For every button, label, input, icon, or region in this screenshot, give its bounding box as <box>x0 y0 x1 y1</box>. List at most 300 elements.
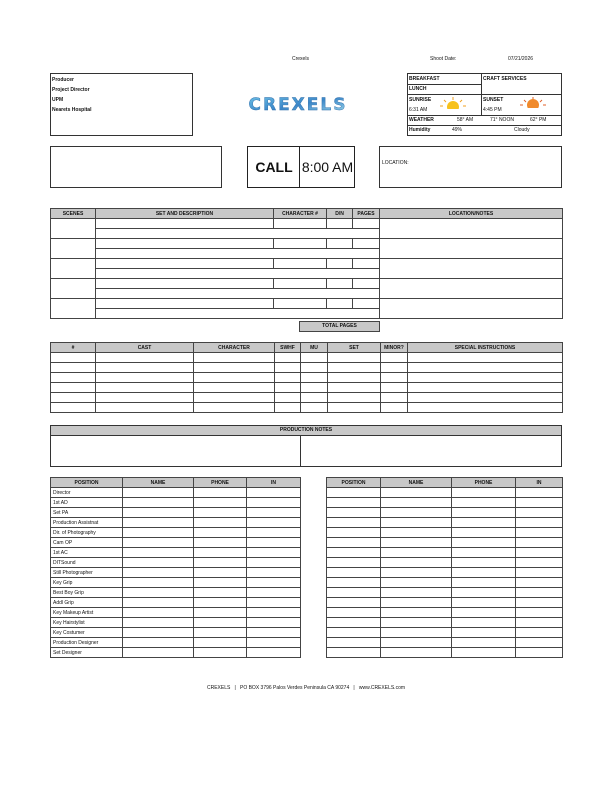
sunrise-icon <box>438 96 468 117</box>
crew-cell[interactable] <box>247 498 301 508</box>
cast-row <box>51 393 563 403</box>
crew-cell[interactable] <box>327 568 381 578</box>
scene-notes-cell[interactable] <box>380 299 563 319</box>
crew-cell[interactable] <box>194 628 247 638</box>
crew-cell[interactable] <box>327 598 381 608</box>
cast-cell[interactable] <box>275 383 301 393</box>
scenes-header-scenes: SCENES <box>51 209 96 219</box>
crew-cell[interactable] <box>452 588 516 598</box>
weather-label: WEATHER <box>409 117 434 123</box>
crew-cell[interactable] <box>381 608 452 618</box>
crew-row <box>327 498 563 508</box>
cast-header-set: SET <box>328 343 381 353</box>
crew-cell[interactable] <box>194 498 247 508</box>
crew-cell[interactable] <box>516 588 563 598</box>
crew-cell[interactable] <box>247 598 301 608</box>
scene-cell[interactable] <box>51 299 96 319</box>
info-producer: Producer <box>52 77 74 83</box>
crew-cell[interactable] <box>247 608 301 618</box>
crew-cell[interactable] <box>247 538 301 548</box>
cast-row <box>51 373 563 383</box>
cast-cell[interactable] <box>194 403 275 413</box>
crew-cell[interactable] <box>516 638 563 648</box>
crew-row <box>327 538 563 548</box>
lunch-label: LUNCH <box>409 86 427 92</box>
crew-row <box>51 548 301 558</box>
cast-cell[interactable] <box>381 403 408 413</box>
crew-cell[interactable] <box>452 598 516 608</box>
humidity-value: 49% <box>452 127 463 133</box>
crew-row <box>51 588 301 598</box>
cast-cell[interactable] <box>51 373 96 383</box>
cast-cell[interactable] <box>381 383 408 393</box>
crew-cell[interactable] <box>194 568 247 578</box>
crew-position: 1st AC <box>51 548 123 558</box>
crew-cell[interactable] <box>327 488 381 498</box>
crew-cell[interactable] <box>516 558 563 568</box>
cast-cell[interactable] <box>51 383 96 393</box>
crew-position: Director <box>51 488 123 498</box>
crew-position: Cam OP <box>51 538 123 548</box>
crew-cell[interactable] <box>194 558 247 568</box>
cast-header-special-instructions: SPECIAL INSTRUCTIONS <box>408 343 563 353</box>
cast-cell[interactable] <box>301 383 328 393</box>
crew-position: 1st AD <box>51 498 123 508</box>
crew-cell[interactable] <box>123 558 194 568</box>
cast-cell[interactable] <box>408 373 563 383</box>
crew-row <box>51 618 301 628</box>
crew-header-in: IN <box>247 478 301 488</box>
cast-header-number: # <box>51 343 96 353</box>
info-upm: UPM <box>52 97 64 103</box>
cast-cell[interactable] <box>51 353 96 363</box>
crew-cell[interactable] <box>381 598 452 608</box>
cast-cell[interactable] <box>194 353 275 363</box>
crew-cell[interactable] <box>327 548 381 558</box>
crew-cell[interactable] <box>516 578 563 588</box>
crew-position: Dir. of Photography <box>51 528 123 538</box>
crew-position: Key Grip <box>51 578 123 588</box>
crew-row <box>327 598 563 608</box>
crew-cell[interactable] <box>381 648 452 658</box>
crew-cell[interactable] <box>247 578 301 588</box>
crew-cell[interactable] <box>123 648 194 658</box>
crew-cell[interactable] <box>194 648 247 658</box>
cast-row <box>51 363 563 373</box>
crew-cell[interactable] <box>516 498 563 508</box>
crew-row <box>51 598 301 608</box>
crew-cell[interactable] <box>194 638 247 648</box>
scene-notes-cell[interactable] <box>380 239 563 259</box>
crew-cell[interactable] <box>516 548 563 558</box>
crew-cell[interactable] <box>452 548 516 558</box>
crew-cell[interactable] <box>381 558 452 568</box>
company-name: Crexels <box>292 56 309 62</box>
cast-cell[interactable] <box>275 353 301 363</box>
crew-cell[interactable] <box>381 498 452 508</box>
crew-cell[interactable] <box>123 538 194 548</box>
crew-cell[interactable] <box>123 638 194 648</box>
crew-cell[interactable] <box>381 578 452 588</box>
cast-cell[interactable] <box>51 393 96 403</box>
cast-cell[interactable] <box>96 383 194 393</box>
cast-cell[interactable] <box>96 373 194 383</box>
cast-cell[interactable] <box>301 373 328 383</box>
crew-position: Key Makeup Artist <box>51 608 123 618</box>
shoot-date-label: Shoot Date: <box>430 56 457 62</box>
shoot-date-value: 07/21/2026 <box>508 56 534 62</box>
scene-notes-cell[interactable] <box>380 279 563 299</box>
crew-cell[interactable] <box>452 498 516 508</box>
scene-notes-cell[interactable] <box>380 259 563 279</box>
crew-cell[interactable] <box>247 528 301 538</box>
crew-cell[interactable] <box>516 508 563 518</box>
crew-row <box>327 648 563 658</box>
crew-cell[interactable] <box>327 528 381 538</box>
crew-cell[interactable] <box>452 568 516 578</box>
sunset-icon <box>518 96 548 117</box>
crew-row <box>327 628 563 638</box>
cast-row <box>51 383 563 393</box>
crew-cell[interactable] <box>247 588 301 598</box>
sunset-time: 4:45 PM <box>483 107 502 113</box>
crew-cell[interactable] <box>452 608 516 618</box>
crew-cell[interactable] <box>327 608 381 618</box>
crew-position: Still Photographer <box>51 568 123 578</box>
crew-cell[interactable] <box>327 518 381 528</box>
weather-pm: 62° PM <box>530 117 547 123</box>
crew-cell[interactable] <box>247 618 301 628</box>
cast-cell[interactable] <box>381 363 408 373</box>
cast-cell[interactable] <box>96 353 194 363</box>
crew-cell[interactable] <box>327 648 381 658</box>
crew-row <box>327 488 563 498</box>
humidity-label: Humidity <box>409 127 431 133</box>
crew-cell[interactable] <box>123 578 194 588</box>
sunset-label: SUNSET <box>483 97 504 103</box>
total-pages-label: TOTAL PAGES <box>299 321 380 332</box>
crew-position: Production Designer <box>51 638 123 648</box>
cast-cell[interactable] <box>194 373 275 383</box>
crew-cell[interactable] <box>123 508 194 518</box>
crew-right-header-position: POSITION <box>327 478 381 488</box>
cast-cell[interactable] <box>51 363 96 373</box>
scenes-header-set: SET AND DESCRIPTION <box>96 209 274 219</box>
footer <box>0 686 612 691</box>
crew-cell[interactable] <box>381 548 452 558</box>
crew-row <box>51 568 301 578</box>
crew-cell[interactable] <box>194 548 247 558</box>
crew-cell[interactable] <box>247 638 301 648</box>
crew-cell[interactable] <box>247 568 301 578</box>
crew-cell[interactable] <box>247 508 301 518</box>
company-logo <box>244 95 352 113</box>
crew-row <box>51 628 301 638</box>
crew-row <box>327 568 563 578</box>
crew-cell[interactable] <box>452 488 516 498</box>
crew-cell[interactable] <box>381 618 452 628</box>
svg-text:CREXELS: CREXELS <box>248 95 348 113</box>
crew-cell[interactable] <box>381 588 452 598</box>
crew-row <box>51 498 301 508</box>
cast-cell[interactable] <box>96 363 194 373</box>
crew-cell[interactable] <box>194 598 247 608</box>
crew-right-header-phone: PHONE <box>452 478 516 488</box>
crew-right-header-name: NAME <box>381 478 452 488</box>
crew-cell[interactable] <box>327 558 381 568</box>
crew-cell[interactable] <box>123 608 194 618</box>
crew-cell[interactable] <box>452 528 516 538</box>
footer-company: CREXELS <box>206 685 231 691</box>
cast-cell[interactable] <box>328 403 381 413</box>
footer-website[interactable]: www.CREXELS.com <box>358 685 406 691</box>
crew-row <box>327 528 563 538</box>
weather-am: 58° AM <box>457 117 474 123</box>
crew-cell[interactable] <box>327 538 381 548</box>
cast-cell[interactable] <box>194 383 275 393</box>
cast-cell[interactable] <box>301 353 328 363</box>
cast-header-cast: CAST <box>96 343 194 353</box>
crew-cell[interactable] <box>516 528 563 538</box>
scenes-table <box>50 208 563 319</box>
cast-cell[interactable] <box>194 363 275 373</box>
scene-cell[interactable] <box>51 259 96 279</box>
crew-row <box>327 548 563 558</box>
crew-cell[interactable] <box>194 518 247 528</box>
crew-row <box>327 588 563 598</box>
crew-cell[interactable] <box>327 638 381 648</box>
cast-cell[interactable] <box>328 373 381 383</box>
weather-noon: 71° NOON <box>490 117 514 123</box>
crew-cell[interactable] <box>247 558 301 568</box>
cast-cell[interactable] <box>408 403 563 413</box>
crew-cell[interactable] <box>381 638 452 648</box>
crew-cell[interactable] <box>194 618 247 628</box>
crew-row <box>327 618 563 628</box>
notes-box-left <box>50 146 222 188</box>
cast-header-minor: MINOR? <box>381 343 408 353</box>
production-notes-title: PRODUCTION NOTES <box>50 425 562 436</box>
footer-separator: | <box>353 685 355 691</box>
crew-position: Addl Grip <box>51 598 123 608</box>
crew-cell[interactable] <box>327 588 381 598</box>
crew-position: Set PA <box>51 508 123 518</box>
crew-position: Key Hairstylist <box>51 618 123 628</box>
cast-cell[interactable] <box>328 393 381 403</box>
cast-cell[interactable] <box>408 383 563 393</box>
crew-position: Set Designer <box>51 648 123 658</box>
crew-cell[interactable] <box>123 568 194 578</box>
crew-cell[interactable] <box>194 578 247 588</box>
crew-cell[interactable] <box>516 598 563 608</box>
crew-position: Key Costumer <box>51 628 123 638</box>
crew-cell[interactable] <box>452 518 516 528</box>
crew-table-right <box>326 477 563 658</box>
cast-cell[interactable] <box>328 383 381 393</box>
crew-cell[interactable] <box>516 628 563 638</box>
cast-cell[interactable] <box>301 393 328 403</box>
crew-header-phone: PHONE <box>194 478 247 488</box>
cast-cell[interactable] <box>96 393 194 403</box>
crew-cell[interactable] <box>123 498 194 508</box>
crew-position: Best Boy Grip <box>51 588 123 598</box>
scenes-header-location-notes: LOCATION/NOTES <box>380 209 563 219</box>
crew-cell[interactable] <box>452 578 516 588</box>
scene-cell[interactable] <box>51 279 96 299</box>
cast-cell[interactable] <box>381 353 408 363</box>
crew-header-name: NAME <box>123 478 194 488</box>
crew-cell[interactable] <box>123 588 194 598</box>
crew-cell[interactable] <box>247 548 301 558</box>
crew-cell[interactable] <box>194 528 247 538</box>
crew-cell[interactable] <box>247 628 301 638</box>
location-label: LOCATION: <box>382 160 409 166</box>
scene-cell[interactable] <box>51 239 96 259</box>
crew-row <box>327 508 563 518</box>
crew-cell[interactable] <box>327 618 381 628</box>
crew-cell[interactable] <box>381 508 452 518</box>
scenes-header-character: CHARACTER # <box>274 209 327 219</box>
crew-cell[interactable] <box>123 598 194 608</box>
crew-cell[interactable] <box>327 498 381 508</box>
crew-row <box>51 538 301 548</box>
call-time: 8:00 AM <box>301 159 354 175</box>
cast-cell[interactable] <box>301 363 328 373</box>
cast-header-swhf: SWHF <box>275 343 301 353</box>
crew-row <box>51 518 301 528</box>
cast-cell[interactable] <box>408 363 563 373</box>
scenes-header-pages: PAGES <box>353 209 380 219</box>
cast-cell[interactable] <box>381 373 408 383</box>
production-notes-right[interactable] <box>301 436 562 467</box>
crew-row <box>327 638 563 648</box>
crew-cell[interactable] <box>194 608 247 618</box>
crew-cell[interactable] <box>194 508 247 518</box>
crew-row <box>327 518 563 528</box>
weather-condition: Cloudy <box>514 127 530 133</box>
cast-cell[interactable] <box>381 393 408 403</box>
location-box <box>379 146 562 188</box>
cast-cell[interactable] <box>408 393 563 403</box>
crew-cell[interactable] <box>327 628 381 638</box>
crew-cell[interactable] <box>516 488 563 498</box>
crew-row <box>51 488 301 498</box>
crew-cell[interactable] <box>123 628 194 638</box>
crew-cell[interactable] <box>194 538 247 548</box>
crew-cell[interactable] <box>516 648 563 658</box>
breakfast-label: BREAKFAST <box>409 76 440 82</box>
crew-cell[interactable] <box>516 538 563 548</box>
cast-header-character: CHARACTER <box>194 343 275 353</box>
crew-cell[interactable] <box>123 518 194 528</box>
crew-row <box>51 638 301 648</box>
crew-cell[interactable] <box>381 488 452 498</box>
cast-cell[interactable] <box>194 393 275 403</box>
crew-cell[interactable] <box>516 608 563 618</box>
sunrise-time: 6:31 AM <box>409 107 428 113</box>
crew-row <box>327 608 563 618</box>
cast-cell[interactable] <box>275 373 301 383</box>
crew-cell[interactable] <box>123 618 194 628</box>
scenes-header-dn: D/N <box>327 209 353 219</box>
crew-header-position: POSITION <box>51 478 123 488</box>
crew-cell[interactable] <box>123 548 194 558</box>
footer-address: PO BOX 3796 Palos Verdes Peninsula CA 90274 <box>239 685 350 691</box>
crew-cell[interactable] <box>123 528 194 538</box>
cast-cell[interactable] <box>51 403 96 413</box>
cast-cell[interactable] <box>275 363 301 373</box>
crew-cell[interactable] <box>327 578 381 588</box>
cast-cell[interactable] <box>96 403 194 413</box>
crew-table-left <box>50 477 301 658</box>
info-location-name: Nearets Hospital <box>52 107 92 113</box>
crew-row <box>51 558 301 568</box>
scene-notes-cell[interactable] <box>380 219 563 239</box>
cast-cell[interactable] <box>301 403 328 413</box>
crew-cell[interactable] <box>194 588 247 598</box>
cast-cell[interactable] <box>328 363 381 373</box>
crew-row <box>51 508 301 518</box>
crew-cell[interactable] <box>452 648 516 658</box>
cast-cell[interactable] <box>328 353 381 363</box>
call-label: CALL <box>255 159 293 175</box>
cast-cell[interactable] <box>275 393 301 403</box>
crew-row <box>51 528 301 538</box>
crew-cell[interactable] <box>381 628 452 638</box>
crew-cell[interactable] <box>381 568 452 578</box>
crew-cell[interactable] <box>123 488 194 498</box>
crew-position: Production Assistnat <box>51 518 123 528</box>
crew-row <box>327 578 563 588</box>
crew-row <box>51 648 301 658</box>
craft-services-label: CRAFT SERVICES <box>483 76 527 82</box>
footer-separator: | <box>234 685 236 691</box>
crew-cell[interactable] <box>452 628 516 638</box>
crew-cell[interactable] <box>381 538 452 548</box>
crew-cell[interactable] <box>194 488 247 498</box>
crew-cell[interactable] <box>327 508 381 518</box>
info-project-director: Project Director <box>52 87 90 93</box>
crew-right-header-in: IN <box>516 478 563 488</box>
crew-cell[interactable] <box>516 568 563 578</box>
crew-cell[interactable] <box>247 518 301 528</box>
crew-position: DITSound <box>51 558 123 568</box>
production-notes-left[interactable] <box>50 436 300 467</box>
cast-row <box>51 403 563 413</box>
crew-cell[interactable] <box>452 558 516 568</box>
cast-row <box>51 353 563 363</box>
crew-cell[interactable] <box>452 508 516 518</box>
crew-cell[interactable] <box>381 528 452 538</box>
scene-cell[interactable] <box>51 219 96 239</box>
crew-cell[interactable] <box>452 618 516 628</box>
crew-cell[interactable] <box>247 488 301 498</box>
crew-row <box>51 578 301 588</box>
cast-header-mu: MU <box>301 343 328 353</box>
sunrise-label: SUNRISE <box>409 97 432 103</box>
cast-cell[interactable] <box>275 403 301 413</box>
crew-cell[interactable] <box>381 518 452 528</box>
crew-cell[interactable] <box>516 518 563 528</box>
crew-cell[interactable] <box>452 638 516 648</box>
crew-cell[interactable] <box>516 618 563 628</box>
crew-row <box>327 558 563 568</box>
cast-cell[interactable] <box>408 353 563 363</box>
crew-cell[interactable] <box>247 648 301 658</box>
crew-row <box>51 608 301 618</box>
crew-cell[interactable] <box>452 538 516 548</box>
cast-table <box>50 342 563 413</box>
